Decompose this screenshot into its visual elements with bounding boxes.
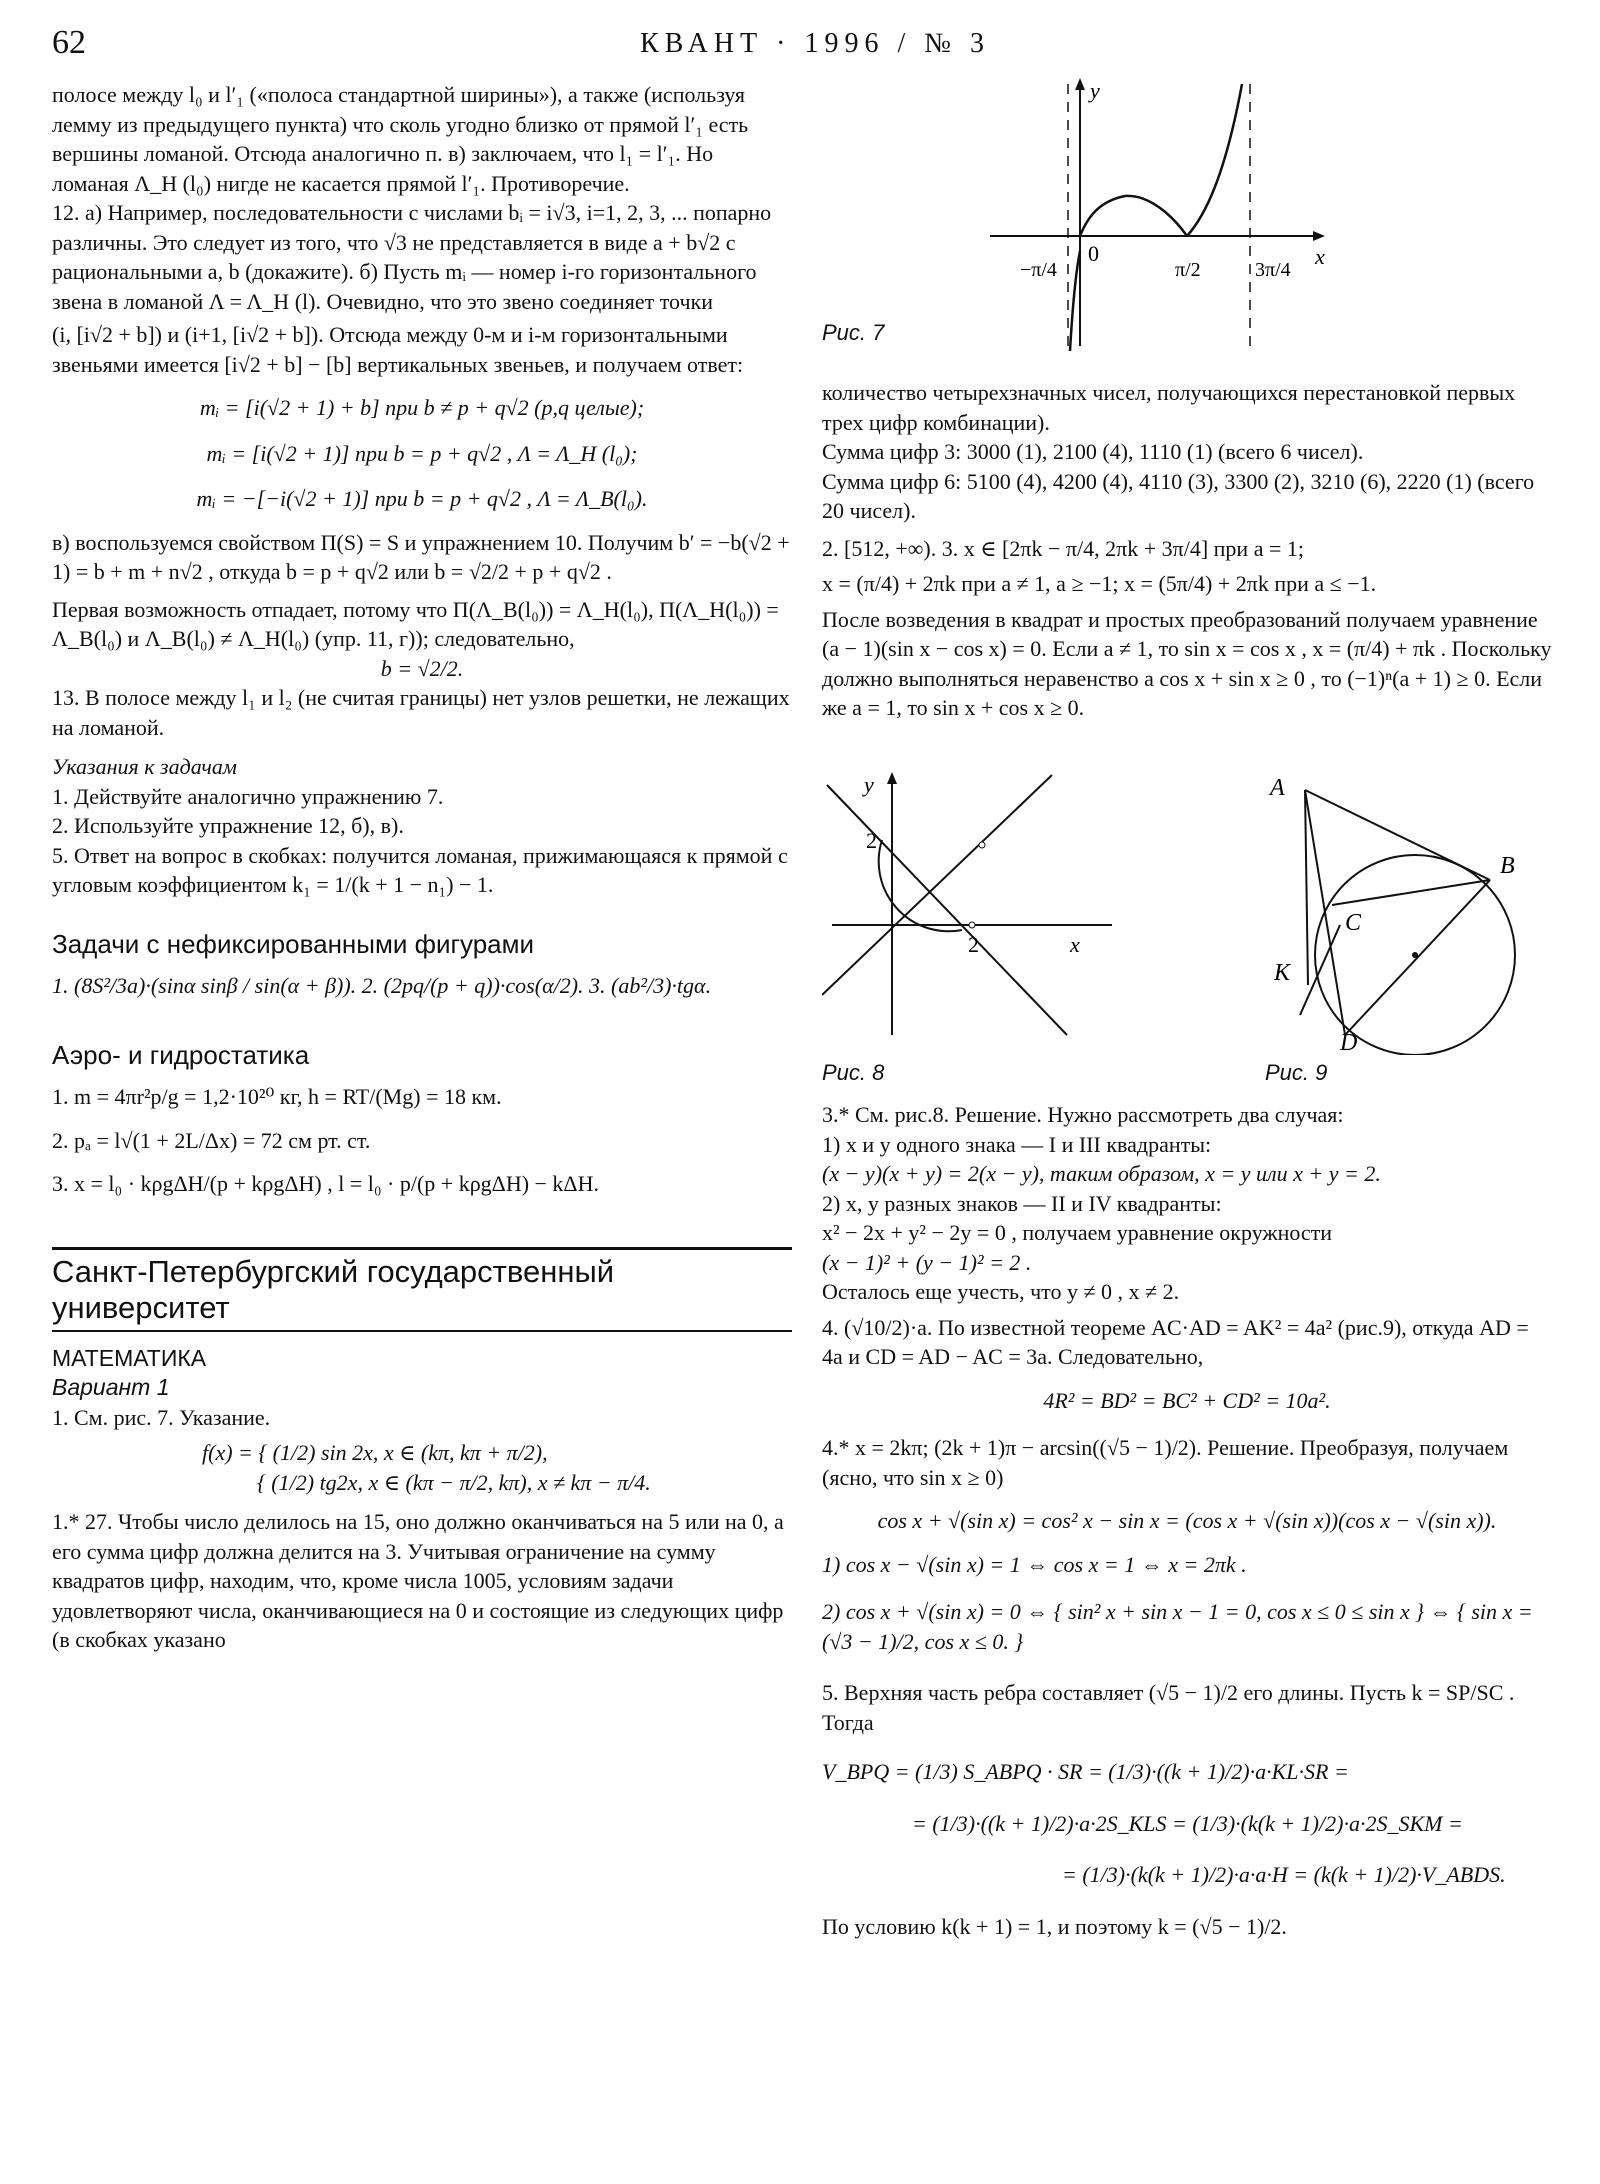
university-heading: Санкт-Петербургский государственный университет — [52, 1247, 792, 1332]
answer: 3. x = l₀ · kρgΔH/(p + kρgΔH) , l = l₀ · p/(p + kρgΔH) − kΔH. — [52, 1171, 599, 1196]
paragraph: Сумма цифр 3: 3000 (1), 2100 (4), 1110 (1) (всего 6 чисел). — [822, 439, 1364, 464]
paragraph: (x − 1)² + (y − 1)² = 2 . — [822, 1249, 1032, 1275]
paragraph: 2) x, y разных знаков — II и IV квадранты: — [822, 1190, 1222, 1216]
tick-label: 3π/4 — [1255, 259, 1291, 281]
paragraph: Первая возможность отпадает, потому что Π(Λ_B(l₀)) = Λ_H(l₀), Π(Λ_H(l₀)) = Λ_B(l₀) и Λ_B(l₀) ≠ Λ_H(l₀) (упр. 11, г)); следовательно, — [52, 596, 779, 651]
segment-BC — [1332, 880, 1490, 905]
paragraph: После возведения в квадрат и простых преобразований получаем уравнение (a − 1)(sin x − cos x) = 0. Если a ≠ 1, то sin x = cos x , x = (π/4) + πk . Поскольку должно выполняться неравенство a cos x + sin x ≥ 0 , то (−1)ⁿ(a + 1) ≥ 0. Если же a = 1, то sin x + cos x ≥ 0. — [822, 606, 1552, 720]
paragraph: Сумма цифр 6: 5100 (4), 4200 (4), 4110 (3), 3300 (2), 3210 (6), 2220 (1) (всего 20 чисел). — [822, 468, 1535, 523]
point-label: D — [1340, 1030, 1358, 1055]
equation: b = √2/2. — [380, 655, 464, 681]
right-column-lower — [822, 1100, 1552, 1941]
point-label: B — [1500, 853, 1515, 879]
equation: mᵢ = [i(√2 + 1)] при b = p + q√2 , Λ = Λ_H (l₀); — [206, 440, 638, 466]
answer: 2. pₐ = l√(1 + 2L/Δx) = 72 см рт. ст. — [52, 1127, 371, 1153]
paragraph: 3.* См. рис.8. Решение. Нужно рассмотреть два случая: — [822, 1102, 1344, 1127]
figure-caption: Рис. 7 — [822, 320, 885, 345]
paragraph: 12. а) Например, последовательности с числами bᵢ = i√3, i=1, 2, 3, ... попарно различны. Это следует из того, что √3 не представляется в виде a + b√2 с рациональными a, b (докажите). б) Пусть mᵢ — номер i-го горизонтального звена в ломаной Λ = Λ_H (l). Очевидно, что это звено соединяет точки — [52, 200, 772, 314]
graph-curve — [1080, 196, 1187, 236]
paragraph: (i, [i√2 + b]) и (i+1, [i√2 + b]). Отсюда между 0-м и i-м горизонтальными звеньями имеется [i√2 + b] − [b] вертикальных звеньев, и получаем ответ: — [52, 322, 744, 377]
paragraph: (x − y)(x + y) = 2(x − y), таким образом, x = y или x + y = 2. — [822, 1161, 1381, 1186]
excluded-point — [969, 922, 975, 928]
paragraph: Осталось еще учесть, что y ≠ 0 , x ≠ 2. — [822, 1279, 1180, 1304]
tick-label: −π/4 — [1020, 259, 1057, 281]
right-column — [822, 378, 1552, 723]
paragraph: 1.* 27. Чтобы число делилось на 15, оно должно оканчиваться на 5 или на 0, а его сумма цифр должна делится на 3. Учитывая ограничение на сумму квадратов цифр, находим, что, кроме числа 1005, условиям задачи удовлетворяют числа, оканчивающиеся на 0 и состоящие из следующих цифр (в скобках указано — [52, 1509, 784, 1652]
paragraph: 1. См. рис. 7. Указание. — [52, 1404, 271, 1430]
equation: f(x) = { (1/2) sin 2x, x ∈ (kπ, kπ + π/2), — [202, 1440, 548, 1465]
paragraph: 13. В полосе между l₁ и l₂ (не считая границы) нет узлов решетки, не лежащих на ломаной. — [52, 685, 790, 740]
point-label: 2 — [968, 932, 979, 957]
x-axis-label: x — [1070, 932, 1080, 957]
subject-heading: МАТЕМАТИКА — [52, 1344, 207, 1371]
equation: mᵢ = [i(√2 + 1) + b] при b ≠ p + q√2 (p,q целые); — [199, 395, 645, 420]
x-arrow — [1313, 231, 1325, 241]
segment-BD — [1345, 880, 1490, 1035]
answer: 1. m = 4πr²p/g = 1,2·10²⁰ кг, h = RT/(Mg) = 18 км. — [52, 1084, 502, 1109]
tick-label: π/2 — [1175, 259, 1201, 281]
figure-8 — [822, 770, 1122, 1040]
y-axis-label: y — [1090, 78, 1100, 103]
point-label: A — [1270, 775, 1285, 801]
excluded-point — [979, 842, 985, 848]
paragraph: полосе между l₀ и l′₁ («полоса стандартной ширины»), а также (используя лемму из предыдущего пункта) что сколь угодно близко от прямой l′₁ есть вершины ломаной. Отсюда аналогично п. в) заключаем, что l₁ = l′₁. Но ломаная Λ_H (l₀) нигде не касается прямой l′₁. Противоречие. — [52, 82, 749, 196]
paragraph: x = (π/4) + 2πk при a ≠ 1, a ≥ −1; x = (5π/4) + 2πk при a ≤ −1. — [822, 571, 1377, 596]
variant-heading: Вариант 1 — [52, 1374, 170, 1400]
equation: mᵢ = −[−i(√2 + 1)] при b = p + q√2 , Λ = Λ_B(l₀). — [196, 486, 648, 511]
equation: = (1/3)·((k + 1)/2)·a·2S_KLS = (1/3)·(k(k + 1)/2)·a·2S_SKM = — [912, 1810, 1463, 1836]
equation: 4R² = BD² = BC² + CD² = 10a². — [1043, 1387, 1331, 1413]
paragraph: x² − 2x + y² − 2y = 0 , получаем уравнение окружности — [822, 1220, 1333, 1245]
equation: cos x + √(sin x) = cos² x − sin x = (cos x + √(sin x))(cos x − √(sin x)). — [877, 1508, 1497, 1533]
graph-curve — [1070, 251, 1080, 351]
paragraph: 1) x и y одного знака — I и III квадранты: — [822, 1131, 1212, 1157]
point-label: C — [1345, 910, 1362, 936]
origin-label: 0 — [1088, 241, 1099, 266]
hint: 5. Ответ на вопрос в скобках: получится ломаная, прижимающаяся к прямой с угловым коэффициентом k₁ = 1/(k + 1 − n₁) − 1. — [52, 842, 788, 897]
segment-AB — [1305, 790, 1490, 880]
section-heading: Задачи с нефиксированными фигурами — [52, 928, 535, 959]
paragraph: 2. [512, +∞). 3. x ∈ [2πk − π/4, 2πk + 3π/4] при a = 1; — [822, 535, 1304, 561]
paragraph: в) воспользуемся свойством Π(S) = S и упражнением 10. Получим b′ = −b(√2 + 1) = b + m + n√2 , откуда b = p + q√2 или b = √2/2 + p + q√2 . — [52, 529, 790, 584]
figure-caption: Рис. 9 — [1265, 1060, 1328, 1085]
point-label: K — [1274, 960, 1291, 986]
section-heading: Аэро- и гидростатика — [52, 1039, 310, 1070]
equation: 2) cos x + √(sin x) = 0 ⇔ { sin² x + sin x − 1 = 0, cos x ≤ 0 ≤ sin x } ⇔ { sin x = (√3 − 1)/2, cos x ≤ 0. } — [822, 1599, 1533, 1654]
paragraph: По условию k(k + 1) = 1, и поэтому k = (√5 − 1)/2. — [822, 1913, 1287, 1939]
hints-title: Указания к задачам — [52, 754, 237, 779]
x-axis-label: x — [1315, 244, 1325, 269]
y-axis-label: y — [864, 772, 874, 797]
point-label: 2 — [866, 828, 877, 853]
graph-curve — [1187, 84, 1242, 236]
equation: 1) cos x − √(sin x) = 1 ⇔ cos x = 1 ⇔ x = 2πk . — [822, 1551, 1247, 1577]
y-arrow — [887, 772, 897, 784]
line-x-plus-y-2 — [827, 785, 1067, 1035]
hint: 1. Действуйте аналогично упражнению 7. — [52, 783, 444, 809]
answers: 1. (8S²/3a)·(sinα sinβ / sin(α + β)). 2. (2pq/(p + q))·cos(α/2). 3. (ab²/3)·tgα. — [52, 973, 712, 998]
paragraph: количество четырехзначных чисел, получающихся перестановкой первых трех цифр комбинации). — [822, 380, 1516, 435]
paragraph: 4. (√10/2)·a. По известной теореме AC·AD = AK² = 4a² (рис.9), откуда AD = 4a и CD = AD − AC = 3a. Следовательно, — [822, 1314, 1529, 1369]
figure-7 — [980, 76, 1340, 356]
equation: { (1/2) tg2x, x ∈ (kπ − π/2, kπ), x ≠ kπ − π/4. — [257, 1469, 651, 1495]
segment-AK — [1305, 790, 1308, 985]
figure-caption: Рис. 8 — [822, 1060, 885, 1085]
journal-header: КВАНТ · 1996 / № 3 — [640, 28, 990, 59]
line-y-equals-x — [822, 775, 1052, 995]
paragraph: 4.* x = 2kπ; (2k + 1)π − arcsin((√5 − 1)/2). Решение. Преобразуя, получаем (ясно, что sin x ≥ 0) — [822, 1435, 1509, 1490]
equation: = (1/3)·(k(k + 1)/2)·a·a·H = (k(k + 1)/2)·V_ABDS. — [1062, 1862, 1506, 1887]
figure-9 — [1260, 775, 1560, 1055]
equation: V_BPQ = (1/3) S_ABPQ · SR = (1/3)·((k + 1)/2)·a·KL·SR = — [822, 1759, 1349, 1784]
left-column — [52, 80, 792, 1655]
y-arrow — [1075, 78, 1085, 90]
page-number: 62 — [52, 24, 86, 61]
paragraph: 5. Верхняя часть ребра составляет (√5 − 1)/2 его длины. Пусть k = SP/SC . Тогда — [822, 1680, 1515, 1735]
hint: 2. Используйте упражнение 12, б), в). — [52, 813, 404, 838]
